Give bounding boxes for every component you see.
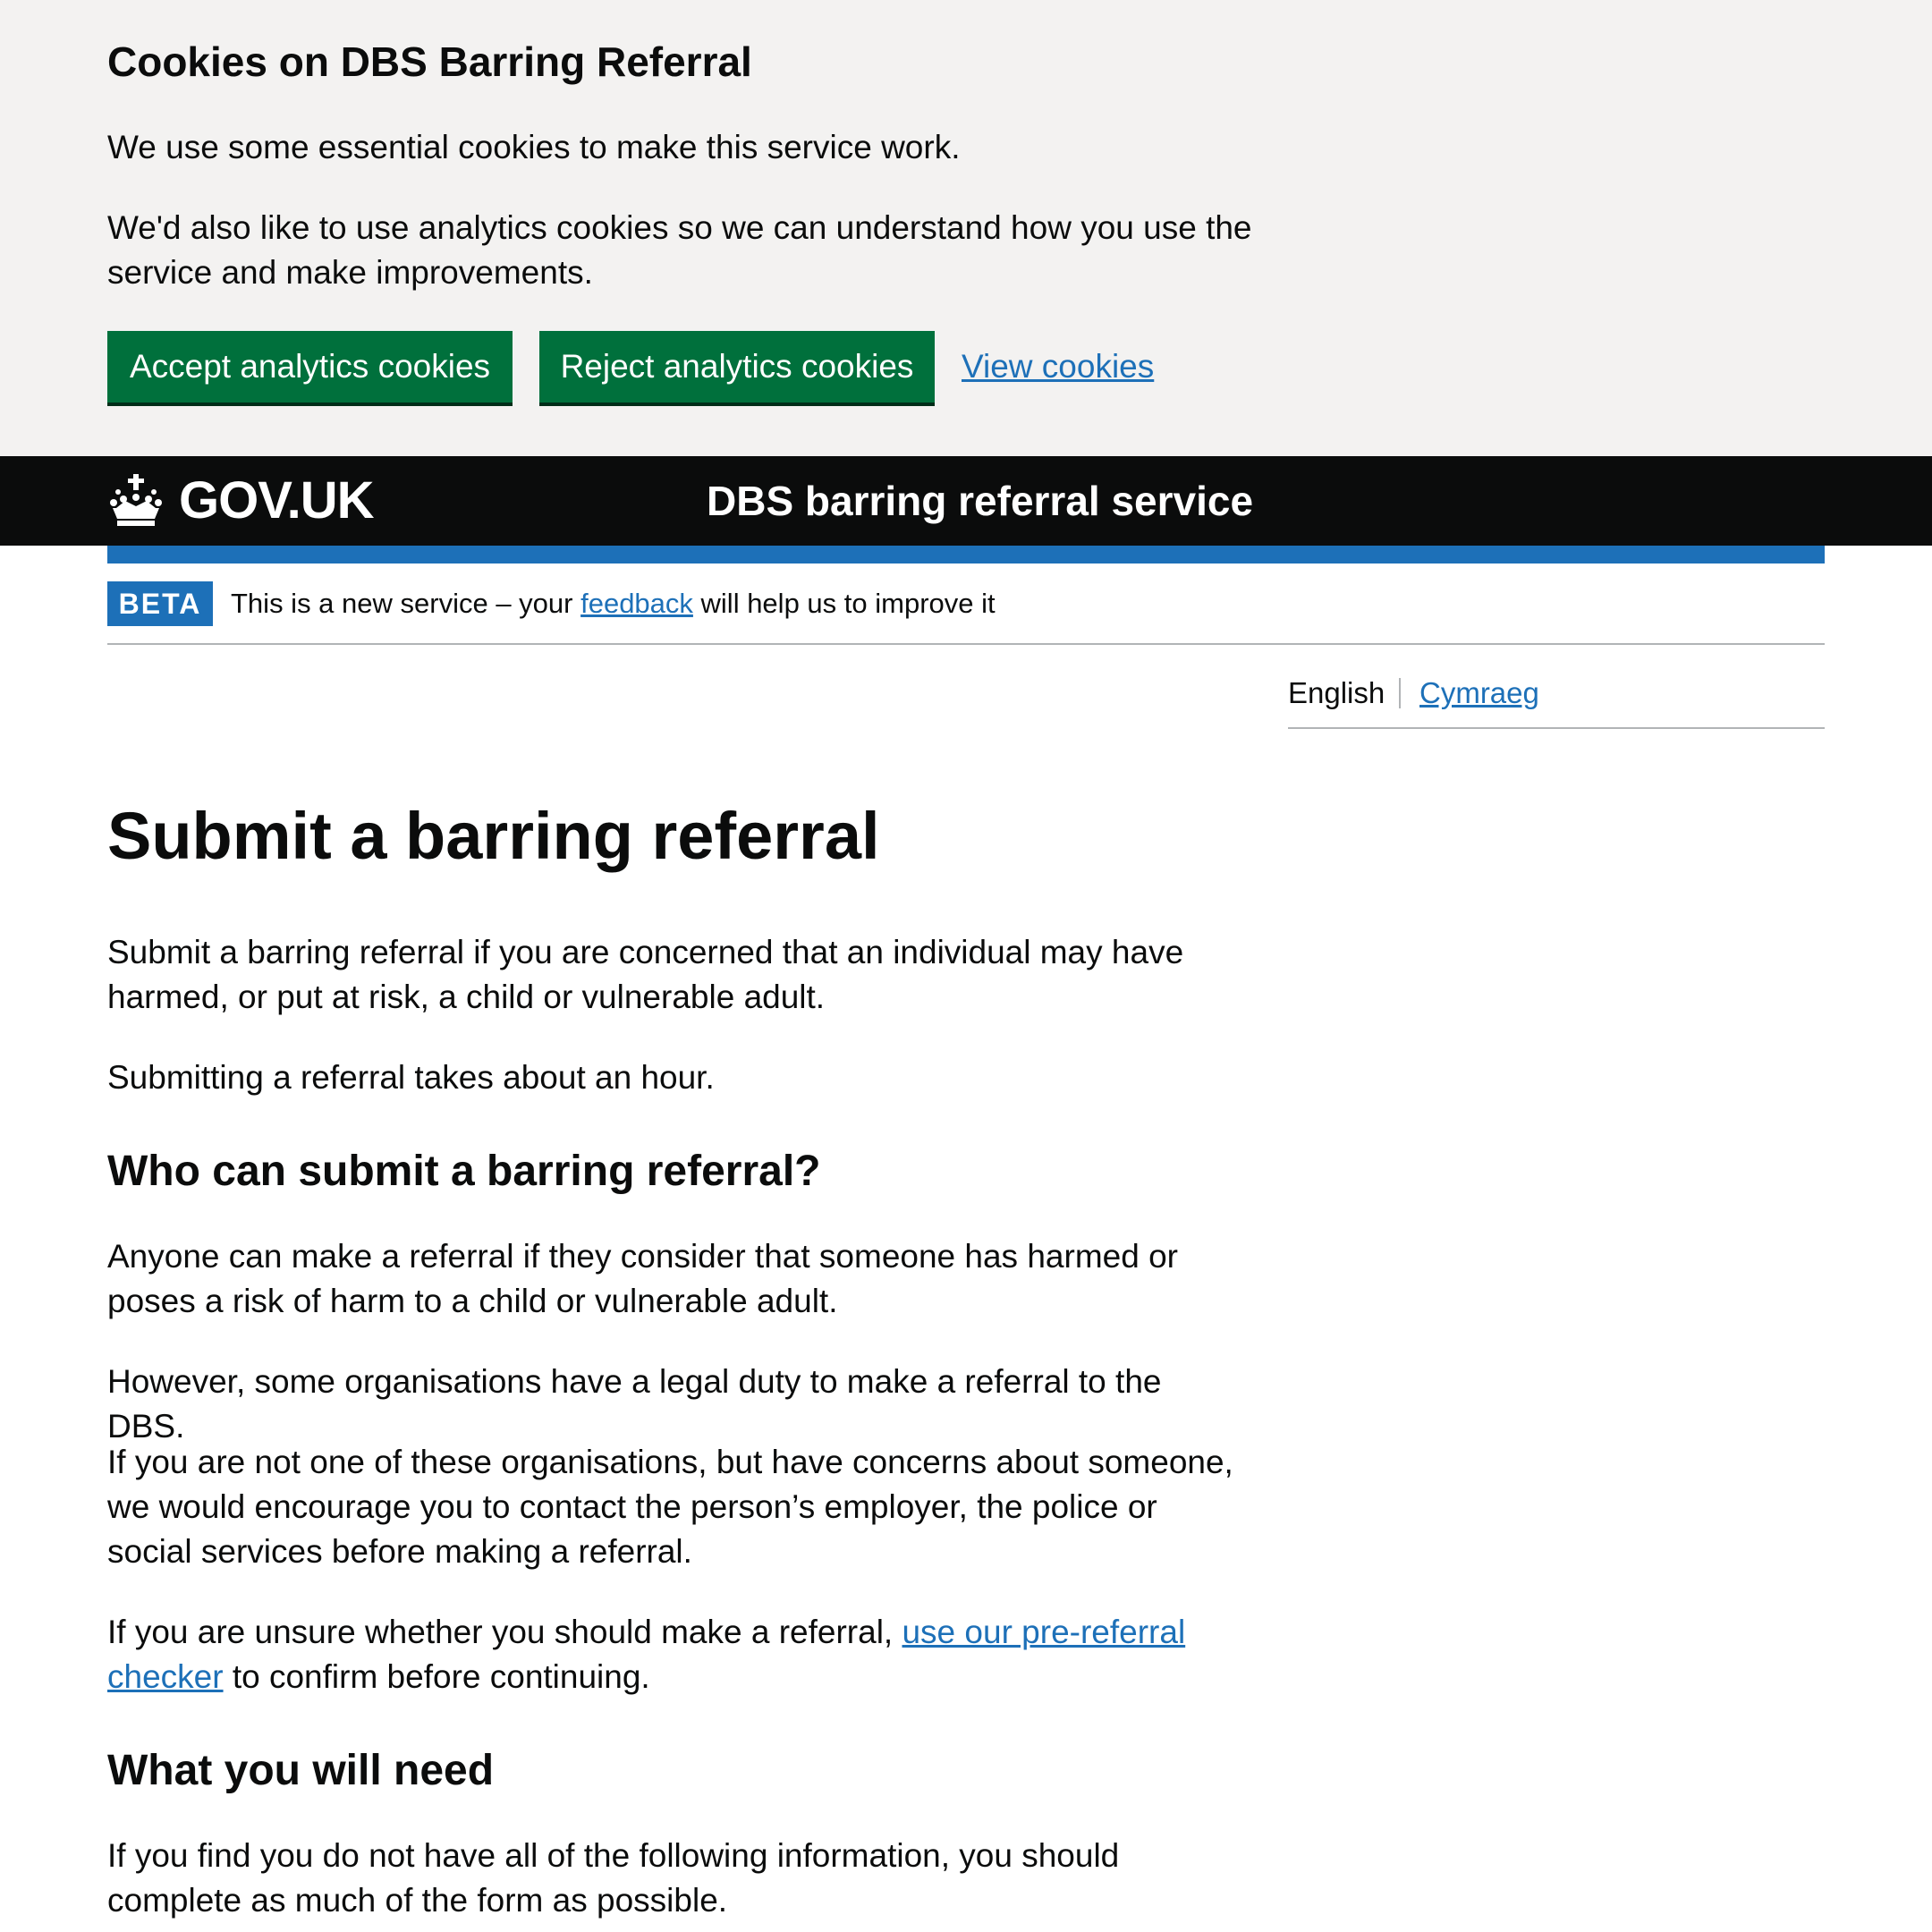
legal-duty-paragraph: However, some organisations have a legal duty to make a referral to the DBS. [107, 1363, 1162, 1445]
crown-icon [107, 472, 165, 530]
what-you-need-paragraph: If you find you do not have all of the following information, you should complete as much of the form as possible. [107, 1837, 1120, 1919]
concerns-paragraph: If you are not one of these organisations, but have concerns about someone, we would encourage you to contact the person’s employer, the police or social services before making a referral. [107, 1444, 1233, 1570]
pre-referral-text-after: to confirm before continuing. [223, 1658, 650, 1695]
feedback-link[interactable]: feedback [580, 588, 693, 619]
who-can-submit-heading: Who can submit a barring referral? [107, 1148, 821, 1195]
language-english-current: English [1288, 676, 1385, 709]
phase-text-before: This is a new service – your [231, 588, 581, 619]
service-name-link[interactable]: DBS barring referral service [707, 478, 1254, 524]
govuk-logo-link[interactable] [107, 469, 373, 533]
page-title: Submit a barring referral [107, 799, 880, 873]
intro-paragraph: Submit a barring referral if you are concerned that an individual may have harmed, or put at risk, a child or vulnerable adult. [107, 934, 1184, 1015]
header-accent-bar [107, 546, 1825, 564]
phase-text-after: will help us to improve it [692, 588, 996, 619]
cookie-banner-text: We'd also like to use analytics cookies so we can understand how you use the service and make improvements. [107, 209, 1252, 291]
pre-referral-paragraph [107, 1610, 1234, 1699]
cookie-banner [0, 0, 1932, 456]
cookie-banner-text: We use some essential cookies to make this service work. [107, 129, 961, 165]
language-cymraeg-link[interactable]: Cymraeg [1419, 676, 1539, 709]
beta-tag: BETA [107, 581, 213, 626]
govuk-logo-text: GOV.UK [179, 471, 374, 530]
phase-banner [107, 564, 1825, 645]
duration-paragraph: Submitting a referral takes about an hour. [107, 1059, 715, 1096]
language-switcher [1288, 671, 1825, 729]
site-header [0, 456, 1932, 546]
language-divider [1399, 678, 1401, 708]
view-cookies-link[interactable]: View cookies [962, 348, 1155, 385]
what-you-will-need-heading: What you will need [107, 1747, 495, 1794]
pre-referral-checker-link[interactable]: use our pre-referral checker [107, 1614, 1186, 1695]
reject-analytics-cookies-button[interactable]: Reject analytics cookies [539, 331, 935, 402]
cookie-banner-title: Cookies on DBS Barring Referral [107, 38, 752, 85]
who-paragraph: Anyone can make a referral if they consider that someone has harmed or poses a risk of harm to a child or vulnerable adult. [107, 1238, 1178, 1319]
phase-banner-text [231, 585, 996, 623]
pre-referral-text-before: If you are unsure whether you should make a referral, [107, 1614, 902, 1650]
accept-analytics-cookies-button[interactable]: Accept analytics cookies [107, 331, 513, 402]
